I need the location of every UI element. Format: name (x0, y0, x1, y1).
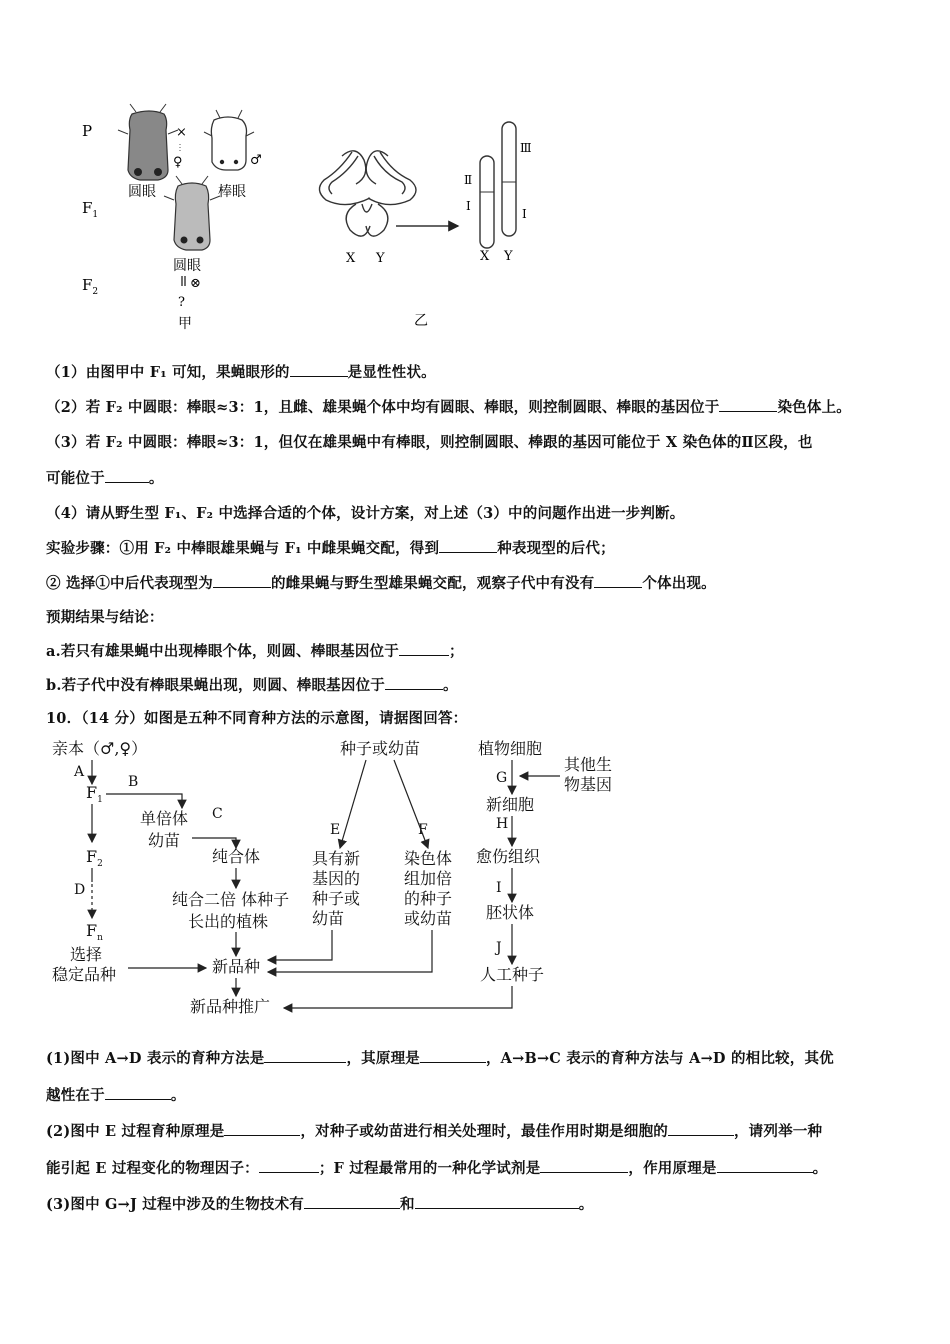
new-gene-seed-node: 具有新 (312, 849, 361, 868)
step-c-label: C (212, 806, 223, 822)
promotion-node: 新品种推广 (190, 997, 271, 1016)
q9-result-b: b.若子代中没有棒眼果蝇出现，则圆、棒眼基因位于 。 (46, 677, 458, 694)
f2-unknown-mark: ? (178, 295, 185, 310)
male-symbol: ♂ (250, 153, 262, 168)
seed-seedling-node: 种子或幼苗 (340, 739, 421, 758)
step-f-label: F (418, 822, 428, 838)
answer-blank[interactable] (224, 1121, 300, 1136)
answer-blank[interactable] (439, 538, 497, 553)
step-i-label: I (496, 880, 502, 896)
segment-iii-label: Ⅲ (520, 141, 532, 155)
parents-node: 亲本（♂,♀） (52, 739, 148, 758)
diploid-node-line2: 长出的植株 (188, 912, 269, 931)
other-gene-node-line2: 物基因 (564, 775, 613, 794)
f1-fly-illustration (164, 176, 220, 250)
q9-result-a: a.若只有雄果蝇中出现棒眼个体，则圆、棒眼基因位于 ； (46, 643, 464, 660)
answer-blank[interactable] (264, 1048, 346, 1063)
q9-part2: （2）若 F₂ 中圆眼：棒眼≈3：1，且雌、雄果蝇个体中均有圆眼、棒眼，则控制圆眼、棒眼的基因位于 染色体上。 (46, 399, 851, 416)
q9-step1: 实验步骤：①用 F₂ 中棒眼雄果蝇与 F₁ 中雌果蝇交配，得到 种表现型的后代； (46, 540, 615, 557)
other-gene-node: 其他生 (564, 755, 613, 774)
xy-chromosome-pairing (319, 151, 458, 236)
haploid-node: 单倍体 (140, 809, 189, 828)
answer-blank[interactable] (105, 468, 149, 483)
gen-f1-label: $F_1$ (82, 199, 99, 220)
q10-part2-cont: 能引起 E 过程变化的物理因子： ；F 过程最常用的一种化学试剂是 ，作用原理是 。 (46, 1160, 828, 1177)
answer-blank[interactable] (105, 1085, 171, 1100)
answer-blank[interactable] (213, 573, 271, 588)
step-b-label: B (128, 774, 139, 790)
q9-part4: （4）请从野生型 F₁、F₂ 中选择合适的个体，设计方案，对上述（3）中的问题作出进一步判断。 (46, 505, 685, 522)
new-cell-node: 新细胞 (486, 795, 535, 814)
q10-title: 10．（14 分）如图是五种不同育种方法的示意图，请据图回答： (46, 710, 468, 727)
step-e-label: E (330, 822, 341, 838)
diploid-node: 纯合二倍 体种子 (172, 890, 290, 909)
step-j-label: J (496, 940, 502, 956)
answer-blank[interactable] (717, 1158, 813, 1173)
segment-ii-label: Ⅱ (464, 173, 473, 187)
q10-part1: (1)图中 A→D 表示的育种方法是 ，其原理是 ，A→B→C 表示的育种方法与 A→D 的相比较，其优 (46, 1050, 834, 1067)
q9-part1: （1）由图甲中 F₁ 可知，果蝇眼形的 是显性性状。 (46, 364, 436, 381)
answer-blank[interactable] (385, 675, 443, 690)
new-gene-seed-node-line3: 种子或 (312, 889, 361, 908)
answer-blank[interactable] (399, 641, 449, 656)
q10-part3: (3)图中 G→J 过程中涉及的生物技术有 和 。 (46, 1196, 594, 1213)
q9-part3-cont: 可能位于 。 (46, 470, 164, 487)
cross-symbol: × (176, 125, 187, 140)
step-g-label: G (496, 770, 508, 786)
answer-blank[interactable] (594, 573, 642, 588)
doubled-seed-node-line2: 组加倍 (404, 869, 453, 888)
step-d-label: D (74, 882, 86, 898)
q9-part3: （3）若 F₂ 中圆眼：棒眼≈3：1，但仅在雄果蝇中有棒眼，则控制圆眼、棒跟的基因可能位于 X 染色体的Ⅱ区段，也 (46, 434, 813, 451)
embryoid-node: 胚状体 (486, 903, 535, 922)
answer-blank[interactable] (290, 362, 348, 377)
fruit-fly-figure (70, 100, 570, 340)
female-symbol: ♀ (173, 155, 183, 170)
new-gene-seed-node-line2: 基因的 (312, 869, 361, 888)
haploid-node-line2: 幼苗 (148, 831, 181, 850)
new-variety-node: 新品种 (212, 957, 261, 976)
callus-node: 愈伤组织 (476, 847, 541, 866)
chromosome-x-label: X (480, 249, 490, 264)
answer-blank[interactable] (719, 397, 777, 412)
q10-part2: (2)图中 E 过程育种原理是 ，对种子或幼苗进行相关处理时，最佳作用时期是细胞的 ，请列举一种 (46, 1123, 823, 1140)
chromosome-y-label: Y (504, 249, 513, 264)
male-fly-illustration (204, 110, 254, 170)
f1-round-eye-label: 圆眼 (173, 258, 201, 274)
round-eye-label: 圆眼 (128, 184, 156, 200)
select-node: 选择 (70, 945, 103, 964)
pair-y-label: Y (376, 251, 385, 266)
q10-part1-cont: 越性在于 。 (46, 1087, 186, 1104)
q9-expected-heading: 预期结果与结论： (46, 609, 164, 626)
answer-blank[interactable] (259, 1158, 319, 1173)
plant-cell-node: 植物细胞 (478, 739, 543, 758)
segment-i-label: Ⅰ (466, 199, 471, 213)
doubled-seed-node: 染色体 (404, 849, 453, 868)
gen-p-label: P (82, 122, 93, 140)
homozygote-node: 纯合体 (212, 847, 261, 866)
answer-blank[interactable] (668, 1121, 734, 1136)
q9-step2: ② 选择①中后代表现型为 的雌果蝇与野生型雄果蝇交配，观察子代中有没有 个体出现。 (46, 575, 716, 592)
separated-x-chromosome (480, 156, 494, 248)
figure-jia-label: 甲 (178, 316, 192, 332)
doubled-seed-node-line4: 或幼苗 (404, 909, 453, 928)
pair-x-label: X (346, 251, 356, 266)
figure-yi-label: 乙 (414, 313, 428, 329)
segment-i-y-label: Ⅰ (522, 207, 527, 221)
fn-node: $F_n$ (86, 921, 103, 943)
f2-node: $F_2$ (86, 847, 103, 869)
gen-f2-label: $F_2$ (82, 276, 99, 297)
new-gene-seed-node-line4: 幼苗 (312, 909, 345, 928)
f1-node: $F_1$ (86, 783, 103, 805)
answer-blank[interactable] (415, 1194, 579, 1209)
bar-eye-label: 棒眼 (218, 184, 246, 200)
self-cross-symbol: ⊗ (190, 276, 201, 291)
step-h-label: H (496, 816, 509, 832)
select-node-line2: 稳定品种 (52, 965, 117, 984)
doubled-seed-node-line3: 的种子 (404, 889, 453, 908)
female-fly-illustration (118, 104, 178, 180)
answer-blank[interactable] (540, 1158, 628, 1173)
breeding-methods-diagram (40, 732, 640, 1024)
artificial-seed-node: 人工种子 (480, 965, 545, 984)
answer-blank[interactable] (304, 1194, 400, 1209)
separated-y-chromosome (502, 122, 516, 236)
answer-blank[interactable] (420, 1048, 486, 1063)
step-a-label: A (74, 764, 85, 780)
